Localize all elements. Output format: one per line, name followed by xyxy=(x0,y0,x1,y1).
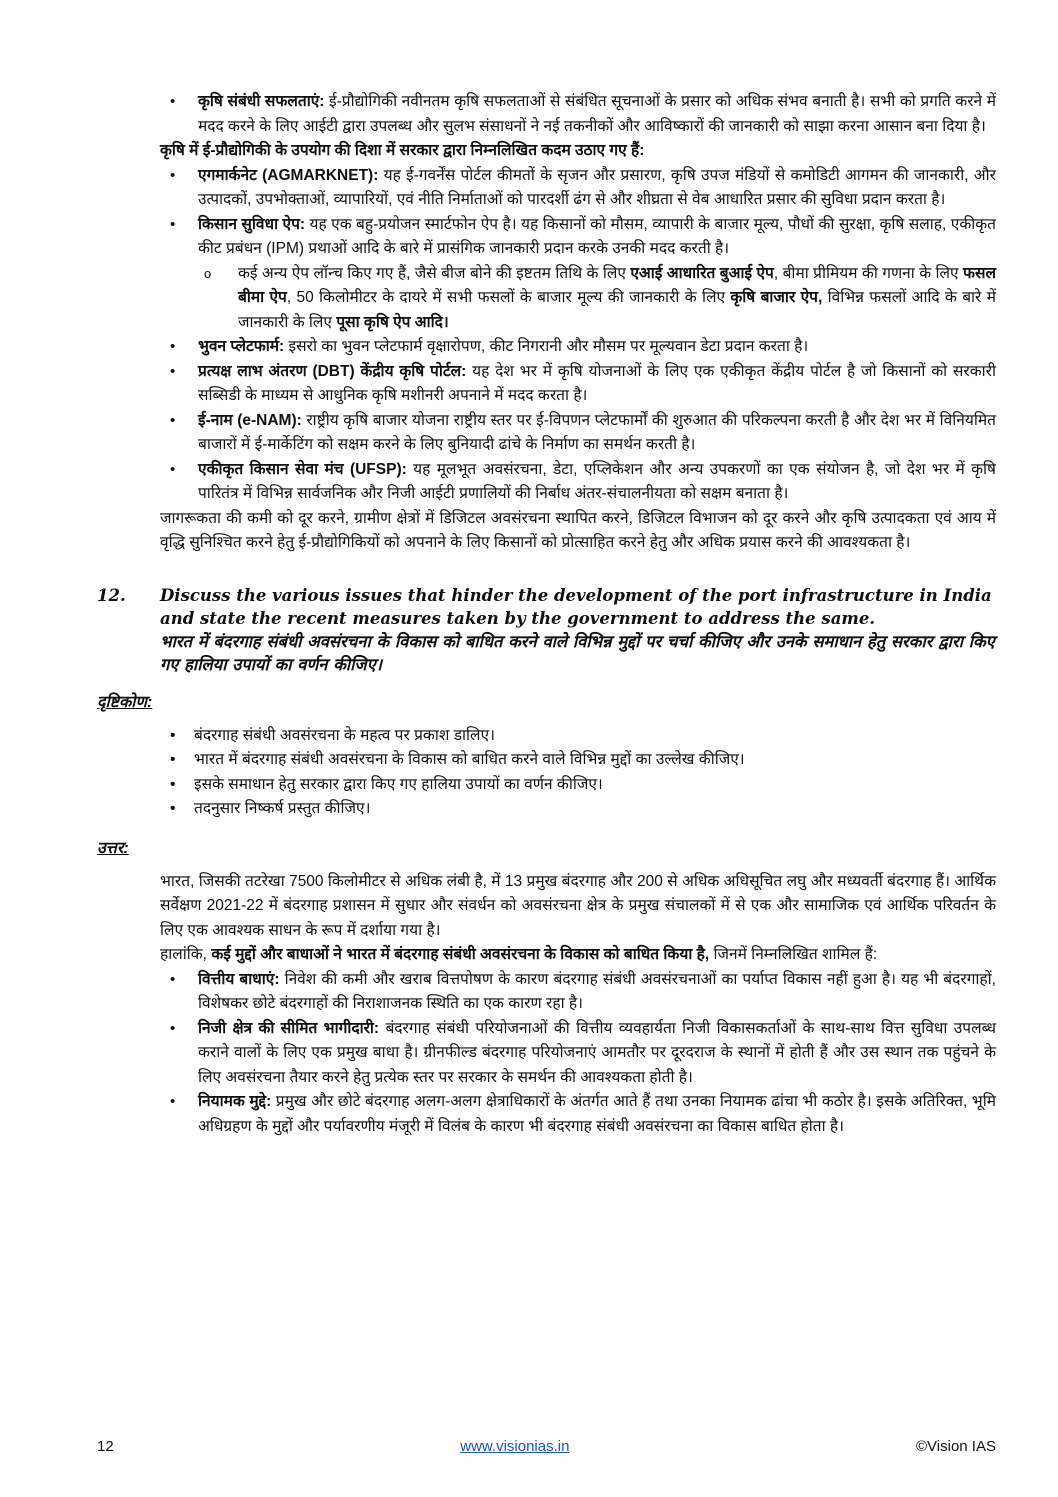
question-english: Discuss the various issues that hinder the development of the port infrastructure in India and state the recent measures taken by the government to address the same. xyxy=(160,585,992,628)
body-text: , बीमा प्रीमियम की गणना के लिए xyxy=(773,264,964,282)
body-text: कई अन्य ऐप लॉन्च किए गए हैं, जैसे बीज बोने की इष्टतम तिथि के लिए xyxy=(238,264,631,282)
paragraph xyxy=(160,507,996,556)
list-item xyxy=(160,164,996,213)
body-text: यह एक बहु-प्रयोजन स्मार्टफोन ऐप है। यह किसानों को मौसम, व्यापारी के बाजार मूल्य, पौधों की सुरक्षा, कृषि सलाह, एकीकृत कीट प्रबंधन (IPM) प्रथाओं आदि के बारे में प्रासंगिक जानकारी प्रदान करके उनकी मदद करती है। xyxy=(198,215,996,257)
approach-heading: दृष्टिकोण: xyxy=(97,693,153,711)
list-item xyxy=(160,748,996,773)
page-footer xyxy=(97,1437,996,1457)
body-text: , 50 किलोमीटर के दायरे में सभी फसलों के बाजार मूल्य की जानकारी के लिए xyxy=(286,289,731,306)
list-item xyxy=(160,1090,996,1139)
body-text: बंदरगाह संबंधी परियोजनाओं की वित्तीय व्यवहार्यता निजी विकासकर्ताओं के साथ-साथ वित्त सुविधा उपलब्ध कराने वालों के लिए एक प्रमुख बाधा है। ग्रीनफील्ड बंदरगाह परियोजनाएं आमतौर पर दूरदराज के स्थानों में होती हैं और उस स्थान तक पहुंचने के लिए अवसंरचना तैयार करने हेतु प्रत्येक स्तर पर सरकार के समर्थन की आवश्यकता होती है। xyxy=(198,1019,996,1086)
list-item xyxy=(160,458,996,507)
list-item xyxy=(160,213,996,262)
paragraph xyxy=(160,943,996,968)
list-item xyxy=(160,1017,996,1091)
body-text: यह मूलभूत अवसंरचना, डेटा, एप्लिकेशन और अन्य उपकरणों का एक संयोजन है, जो देश भर में कृषि पारितंत्र में विभिन्न सार्वजनिक और निजी आईटी प्रणालियों की निर्बाध अंतर-संचालनीयता को सक्षम बनाता है। xyxy=(198,460,997,502)
list-item xyxy=(160,797,996,822)
website-link[interactable]: www.visionias.in xyxy=(460,1438,570,1455)
top-section xyxy=(160,90,996,556)
list-item xyxy=(160,90,996,139)
body-text: जिनमें निम्नलिखित शामिल हैं: xyxy=(709,946,878,963)
bold-text: एगमार्कनेट (AGMARKNET): xyxy=(198,166,379,184)
bold-text: कृषि बाजार ऐप, xyxy=(730,289,823,306)
body-text: इसरो का भुवन प्लेटफार्म वृक्षारोपण, कीट निगरानी और मौसम पर मूल्यवान डेटा प्रदान करता है। xyxy=(284,338,809,355)
page-number: 12 xyxy=(97,1438,114,1455)
body-text: निवेश की कमी और खराब वित्तपोषण के कारण बंदरगाह संबंधी अवसंरचनाओं का पर्याप्त विकास नहीं हुआ है। यह भी बंदरगाहों, विशेषकर छोटे बंदरगाहों की निराशाजनक स्थिति का एक कारण रहा है। xyxy=(198,970,996,1012)
body-text: भारत में बंदरगाह संबंधी अवसंरचना के विकास को बाधित करने वाले विभिन्न मुद्दों का उल्लेख कीजिए। xyxy=(194,751,745,768)
approach-list xyxy=(160,724,996,822)
bold-text: वित्तीय बाधाएं: xyxy=(198,970,280,988)
body-text: जागरूकता की कमी को दूर करने, ग्रामीण क्षेत्रों में डिजिटल अवसंरचना स्थापित करने, डिजिटल विभाजन को दूर करने और कृषि उत्पादकता एवं आय में वृद्धि सुनिश्चित करने हेतु ई-प्रौद्योगिकियों को अपनाने के लिए किसानों को प्रोत्साहित करने हेतु और अधिक प्रयास करने की आवश्यकता है। xyxy=(160,509,996,551)
bold-text: फसल बीमा ऐप xyxy=(238,264,996,306)
list-item xyxy=(160,409,996,458)
answer-section xyxy=(160,870,996,1140)
spacer xyxy=(97,1139,996,1417)
paragraph xyxy=(160,139,996,164)
body-text: विभिन्न फसलों आदि के बारे में जानकारी के लिए xyxy=(238,289,996,331)
paragraph xyxy=(160,870,996,944)
bold-text: कई मुद्दों और बाधाओं ने भारत में बंदरगाह संबंधी अवसंरचना के विकास को बाधित किया है, xyxy=(211,946,710,963)
bold-text: निजी क्षेत्र की सीमित भागीदारी: xyxy=(198,1019,380,1037)
bold-text: प्रत्यक्ष लाभ अंतरण (DBT) केंद्रीय कृषि पोर्टल: xyxy=(198,362,467,380)
copyright: ©Vision IAS xyxy=(916,1438,996,1455)
question-hindi: भारत में बंदरगाह संबंधी अवसंरचना के विकास को बाधित करने वाले विभिन्न मुद्दों पर चर्चा कीजिए और उनके समाधान हेतु सरकार द्वारा किए गए हालिया उपायों का वर्णन कीजिए। xyxy=(160,631,995,674)
body-text: राष्ट्रीय कृषि बाजार योजना राष्ट्रीय स्तर पर ई-विपणन प्लेटफार्मों की शुरुआत की परिकल्पना करती है और देश भर में विनियमित बाजारों में ई-मार्केटिंग को सक्षम करने के लिए बुनियादी ढांचे के निर्माण का समर्थन करती है। xyxy=(198,411,996,453)
bold-text: नियामक मुद्दे: xyxy=(198,1093,272,1110)
bold-text: किसान सुविधा ऐप: xyxy=(198,215,306,233)
bold-text: कृषि में ई-प्रौद्योगिकी के उपयोग की दिशा में सरकार द्वारा निम्नलिखित कदम उठाए गए हैं: xyxy=(160,142,645,159)
question-body xyxy=(160,584,996,676)
list-item xyxy=(160,724,996,749)
answer-heading: उत्तर: xyxy=(97,839,129,857)
body-text: यह ई-गवर्नेंस पोर्टल कीमतों के सृजन और प्रसारण, कृषि उपज मंडियों से कमोडिटी आगमन की जानकारी, और उत्पादकों, उपभोक्ताओं, व्यापारियों, एवं नीति निर्माताओं को पारदर्शी ढंग से और शीघ्रता से वेब आधारित प्रसार की सुविधा प्रदान करता है। xyxy=(198,166,996,208)
question-number: 12. xyxy=(97,585,126,605)
body-text: प्रमुख और छोटे बंदरगाह अलग-अलग क्षेत्राधिकारों के अंतर्गत आते हैं तथा उनका नियामक ढांचा भी कठोर है। इसके अतिरिक्त, भूमि अधिग्रहण के मुद्दों और पर्यावरणीय मंजूरी में विलंब के कारण भी बंदरगाह संबंधी अवसंरचना का विकास बाधित होता है। xyxy=(198,1093,996,1135)
body-text: इसके समाधान हेतु सरकार द्वारा किए गए हालिया उपायों का वर्णन कीजिए। xyxy=(194,775,603,793)
bold-text: कृषि संबंधी सफलताएं: xyxy=(198,93,325,110)
list-item xyxy=(160,360,996,409)
body-text: हालांकि, xyxy=(160,946,212,963)
question-block xyxy=(97,584,996,676)
list-item xyxy=(160,262,996,336)
bold-text: ई-नाम (e-NAM): xyxy=(198,411,302,429)
body-text: भारत, जिसकी तटरेखा 7500 किलोमीटर से अधिक लंबी है, में 13 प्रमुख बंदरगाह और 200 से अधिक अधिसूचित लघु और मध्यवर्ती बंदरगाह हैं। आर्थिक सर्वेक्षण 2021-22 में बंदरगाह प्रशासन में सुधार और संवर्धन को अवसंरचना क्षेत्र के प्रमुख संचालकों में से एक और सामाजिक एवं आर्थिक परिवर्तन के लिए एक आवश्यक साधन के रूप में दर्शाया गया है। xyxy=(160,872,996,939)
bold-text: भुवन प्लेटफार्म: xyxy=(198,338,285,355)
body-text: तदनुसार निष्कर्ष प्रस्तुत कीजिए। xyxy=(194,800,371,817)
list-item xyxy=(160,968,996,1017)
body-text: बंदरगाह संबंधी अवसंरचना के महत्व पर प्रकाश डालिए। xyxy=(194,726,495,744)
bold-text: एआई आधारित बुआई ऐप xyxy=(630,264,774,282)
body-text: यह देश भर में कृषि योजनाओं के लिए एक एकीकृत केंद्रीय पोर्टल है जो किसानों को सरकारी सब्सिडी के माध्यम से आधुनिक कृषि मशीनरी अपनाने में मदद करता है। xyxy=(198,362,996,404)
bold-text: एकीकृत किसान सेवा मंच (UFSP): xyxy=(198,460,407,478)
list-item xyxy=(160,773,996,798)
bold-text: पूसा कृषि ऐप आदि। xyxy=(336,313,449,331)
list-item xyxy=(160,335,996,360)
body-text: ई-प्रौद्योगिकी नवीनतम कृषि सफलताओं से संबंधित सूचनाओं के प्रसार को अधिक संभव बनाती है। सभी को प्रगति करने में मदद करने के लिए आईटी द्वारा उपलब्ध और सुलभ संसाधनों ने नई तकनीकों और आविष्कारों की जानकारी को साझा करना आसान बना दिया है। xyxy=(198,93,996,135)
